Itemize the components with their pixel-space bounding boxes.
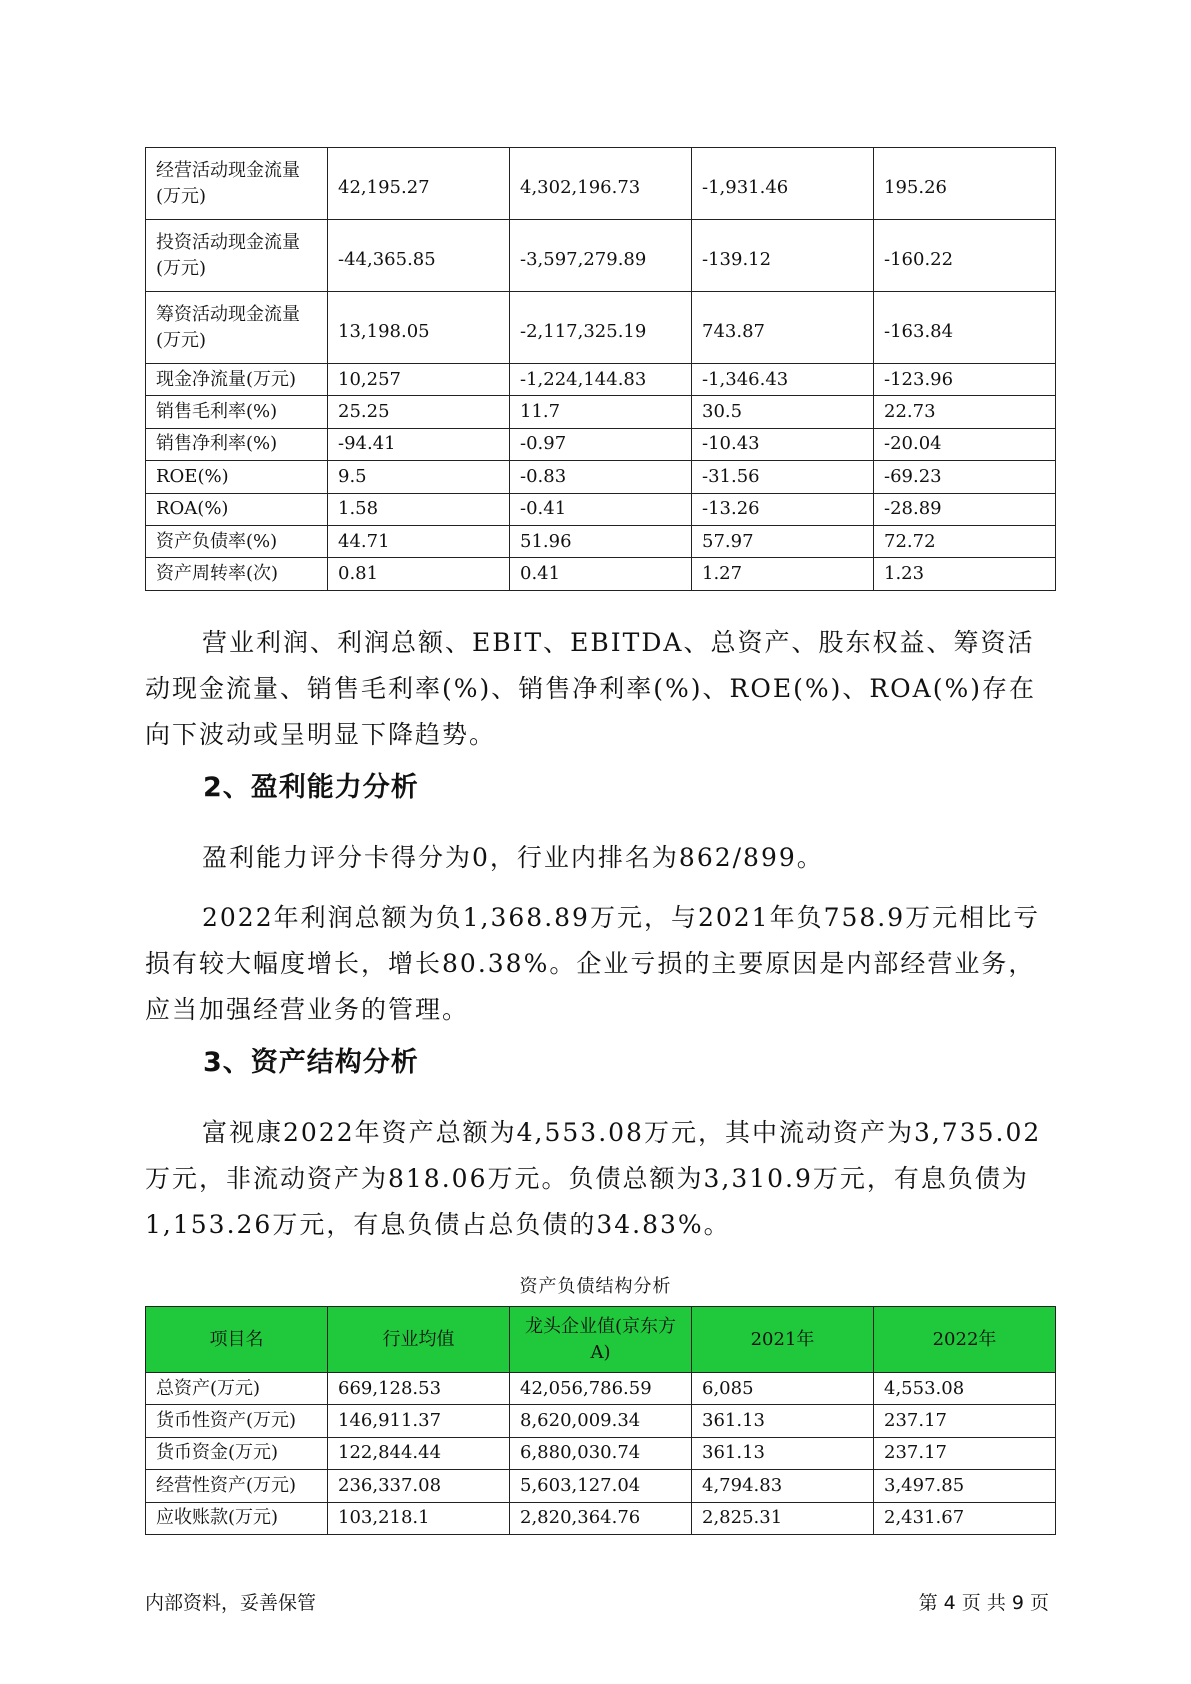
table-cell: 6,880,030.74: [510, 1437, 692, 1469]
table-cell: 13,198.05: [328, 292, 510, 364]
table-row: [146, 1373, 1056, 1405]
section-heading-asset-structure: 3、资产结构分析: [203, 1047, 419, 1078]
footer-confidential-note: 内部资料，妥善保管: [145, 1592, 317, 1614]
table-cell: 1.23: [874, 558, 1056, 590]
table-cell: -123.96: [874, 364, 1056, 396]
trend-summary-paragraph: 营业利润、利润总额、EBIT、EBITDA、总资产、股东权益、筹资活动现金流量、销售毛利率(%)、销售净利率(%)、ROE(%)、ROA(%)存在向下波动或呈明显下降趋势。: [145, 628, 1036, 749]
row-label: 货币性资产(万元): [146, 1405, 328, 1437]
table-cell: 0.81: [328, 558, 510, 590]
table-cell: -3,597,279.89: [510, 220, 692, 292]
table-cell: 2,431.67: [874, 1502, 1056, 1534]
row-label: 销售毛利率(%): [146, 396, 328, 428]
asset-structure-paragraph: 富视康2022年资产总额为4,553.08万元，其中流动资产为3,735.02万元，非流动资产为818.06万元。负债总额为3,310.9万元，有息负债为1,153.26万元，有息负债占总负债的34.83%。: [145, 1118, 1042, 1239]
column-header: 2022年: [874, 1307, 1056, 1373]
table-cell: 25.25: [328, 396, 510, 428]
profitability-score-paragraph: 盈利能力评分卡得分为0，行业内排名为862/899。: [202, 843, 824, 872]
table-cell: -0.97: [510, 428, 692, 460]
table-row: [146, 461, 1056, 493]
table-cell: -44,365.85: [328, 220, 510, 292]
table-cell: -20.04: [874, 428, 1056, 460]
table-cell: -31.56: [692, 461, 874, 493]
row-label: 货币资金(万元): [146, 1437, 328, 1469]
row-label: 应收账款(万元): [146, 1502, 328, 1534]
row-label: 现金净流量(万元): [146, 364, 328, 396]
table-cell: 9.5: [328, 461, 510, 493]
table-row: [146, 292, 1056, 364]
asset-liability-structure-table: [145, 1306, 1056, 1535]
table-cell: -10.43: [692, 428, 874, 460]
table-caption: 资产负债结构分析: [519, 1276, 672, 1297]
table-cell: 3,497.85: [874, 1470, 1056, 1502]
table-cell: 361.13: [692, 1437, 874, 1469]
table-row: [146, 493, 1056, 525]
table-cell: 237.17: [874, 1437, 1056, 1469]
table-cell: 72.72: [874, 525, 1056, 557]
table-cell: -94.41: [328, 428, 510, 460]
table-cell: 669,128.53: [328, 1373, 510, 1405]
table-row: [146, 364, 1056, 396]
table-cell: -0.83: [510, 461, 692, 493]
table-cell: 42,056,786.59: [510, 1373, 692, 1405]
section-heading-profitability: 2、盈利能力分析: [203, 772, 419, 803]
table-row: [146, 428, 1056, 460]
row-label: 资产负债率(%): [146, 525, 328, 557]
row-label: 经营性资产(万元): [146, 1470, 328, 1502]
table-row: [146, 220, 1056, 292]
row-label: 资产周转率(次): [146, 558, 328, 590]
table-row: [146, 525, 1056, 557]
profit-analysis-paragraph: 2022年利润总额为负1,368.89万元，与2021年负758.9万元相比亏损有较大幅度增长，增长80.38%。企业亏损的主要原因是内部经营业务，应当加强经营业务的管理。: [145, 903, 1041, 1024]
table-cell: 10,257: [328, 364, 510, 396]
column-header: 行业均值: [328, 1307, 510, 1373]
table-cell: 6,085: [692, 1373, 874, 1405]
table-cell: -1,931.46: [692, 148, 874, 220]
column-header: 2021年: [692, 1307, 874, 1373]
row-label: ROA(%): [146, 493, 328, 525]
table-row: [146, 148, 1056, 220]
table-cell: 2,820,364.76: [510, 1502, 692, 1534]
table-cell: -2,117,325.19: [510, 292, 692, 364]
table-row: [146, 396, 1056, 428]
table-cell: 2,825.31: [692, 1502, 874, 1534]
table-cell: 1.27: [692, 558, 874, 590]
table-cell: 743.87: [692, 292, 874, 364]
table-cell: 44.71: [328, 525, 510, 557]
table-cell: 236,337.08: [328, 1470, 510, 1502]
table-cell: 8,620,009.34: [510, 1405, 692, 1437]
column-header: 项目名: [146, 1307, 328, 1373]
footer-page-number: 第 4 页 共 9 页: [918, 1592, 1049, 1614]
table-cell: 57.97: [692, 525, 874, 557]
table-row: [146, 1437, 1056, 1469]
table-row: [146, 1405, 1056, 1437]
table-cell: -0.41: [510, 493, 692, 525]
row-label: 经营活动现金流量(万元): [146, 148, 328, 220]
table-cell: 51.96: [510, 525, 692, 557]
table-cell: -28.89: [874, 493, 1056, 525]
row-label: 投资活动现金流量(万元): [146, 220, 328, 292]
table-cell: 5,603,127.04: [510, 1470, 692, 1502]
table-cell: 361.13: [692, 1405, 874, 1437]
table-cell: 11.7: [510, 396, 692, 428]
table-cell: -1,224,144.83: [510, 364, 692, 396]
table-header-row: [146, 1307, 1056, 1373]
row-label: 总资产(万元): [146, 1373, 328, 1405]
table-cell: -69.23: [874, 461, 1056, 493]
table-cell: -139.12: [692, 220, 874, 292]
table-cell: 30.5: [692, 396, 874, 428]
table-cell: 122,844.44: [328, 1437, 510, 1469]
financial-indicators-table: [145, 147, 1056, 591]
table-cell: 4,553.08: [874, 1373, 1056, 1405]
table-cell: 0.41: [510, 558, 692, 590]
table-cell: -1,346.43: [692, 364, 874, 396]
table-cell: 42,195.27: [328, 148, 510, 220]
table-row: [146, 1470, 1056, 1502]
table-cell: 1.58: [328, 493, 510, 525]
table-cell: -163.84: [874, 292, 1056, 364]
table-row: [146, 558, 1056, 590]
column-header: 龙头企业值(京东方A): [510, 1307, 692, 1373]
row-label: 销售净利率(%): [146, 428, 328, 460]
table-cell: 4,794.83: [692, 1470, 874, 1502]
table-cell: 22.73: [874, 396, 1056, 428]
table-row: [146, 1502, 1056, 1534]
table-cell: -13.26: [692, 493, 874, 525]
table-cell: -160.22: [874, 220, 1056, 292]
table-cell: 103,218.1: [328, 1502, 510, 1534]
table-cell: 237.17: [874, 1405, 1056, 1437]
row-label: ROE(%): [146, 461, 328, 493]
row-label: 筹资活动现金流量(万元): [146, 292, 328, 364]
table-cell: 4,302,196.73: [510, 148, 692, 220]
table-cell: 146,911.37: [328, 1405, 510, 1437]
table-cell: 195.26: [874, 148, 1056, 220]
